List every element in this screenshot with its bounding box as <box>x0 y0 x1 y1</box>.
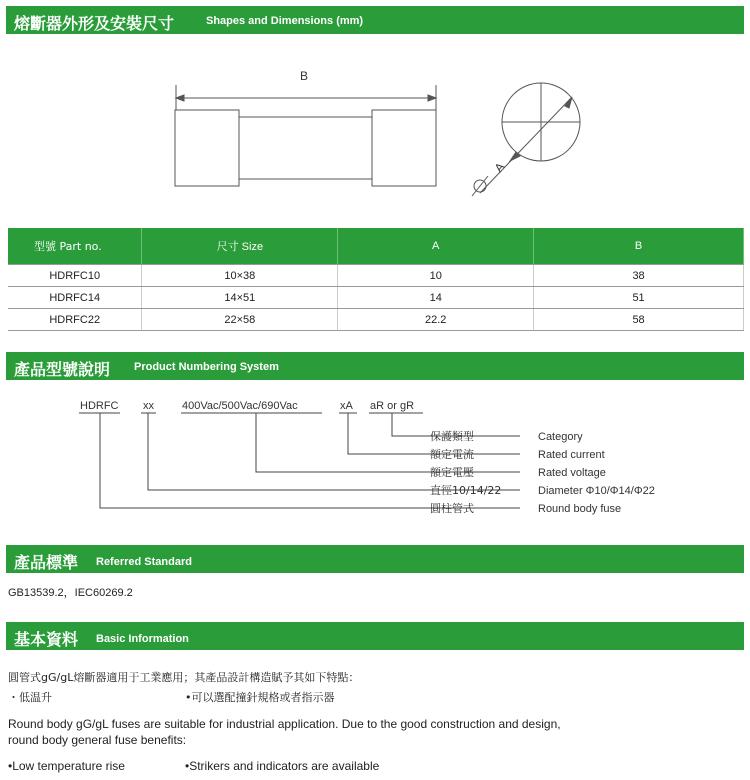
cell-size: 22×58 <box>142 309 338 331</box>
cell-a: 14 <box>338 287 534 309</box>
cell-part-no: HDRFC14 <box>8 287 142 309</box>
table-row <box>8 265 744 287</box>
item-en-voltage: Rated voltage <box>538 467 606 479</box>
cell-b: 58 <box>534 309 744 331</box>
section-header-numbering <box>6 352 744 380</box>
basic-zh-bullet-1: ・低温升 <box>8 691 52 704</box>
dimension-label-b: B <box>300 69 309 83</box>
item-zh-current: 額定電流 <box>430 448 474 461</box>
cell-size: 14×51 <box>142 287 338 309</box>
basic-en-intro-line2: round body general fuse benefits: <box>8 733 187 747</box>
section-title-zh: 基本資料 <box>14 630 79 649</box>
item-en-current: Rated current <box>538 449 605 461</box>
dimensions-table <box>8 228 744 331</box>
table-row <box>8 309 744 331</box>
basic-en-bullet-1: •Low temperature rise <box>8 759 125 773</box>
basic-zh-bullet-2: •可以選配撞針規格或者指示器 <box>185 691 335 704</box>
fuse-dimension-drawing <box>0 40 750 220</box>
standard-text: GB13539.2，IEC60269.2 <box>8 587 133 599</box>
table-header-row <box>8 228 744 265</box>
section-title-zh: 熔斷器外形及安裝尺寸 <box>14 14 175 33</box>
table-row <box>8 287 744 309</box>
header-part-no: 型號 Part no. <box>8 228 142 265</box>
section-title-en: Shapes and Dimensions (mm) <box>206 15 364 27</box>
numbering-diagram <box>0 395 750 525</box>
code-hdrfc: HDRFC <box>80 400 119 412</box>
item-zh-voltage: 額定電壓 <box>430 466 474 479</box>
cell-size: 10×38 <box>142 265 338 287</box>
header-size: 尺寸 Size <box>142 228 338 265</box>
cell-b: 38 <box>534 265 744 287</box>
section-title-en: Basic Information <box>96 633 189 645</box>
cell-a: 10 <box>338 265 534 287</box>
section-title-en: Product Numbering System <box>134 361 279 373</box>
item-zh-body: 圓柱管式 <box>430 502 474 515</box>
cell-part-no: HDRFC10 <box>8 265 142 287</box>
section-header-basic <box>6 622 744 650</box>
code-diameter: xx <box>143 400 154 412</box>
code-voltage: 400Vac/500Vac/690Vac <box>182 400 298 412</box>
item-en-category: Category <box>538 431 583 443</box>
section-title-zh: 產品標準 <box>14 553 79 572</box>
basic-en-intro-line1: Round body gG/gL fuses are suitable for industrial application. Due to the good construction and design, <box>8 717 561 731</box>
cell-part-no: HDRFC22 <box>8 309 142 331</box>
section-header-standard <box>6 545 744 573</box>
item-zh-category: 保護類型 <box>430 430 474 443</box>
cell-b: 51 <box>534 287 744 309</box>
section-header-shapes <box>6 6 744 34</box>
section-title-zh: 產品型號說明 <box>14 360 111 379</box>
code-category: aR or gR <box>370 400 415 412</box>
basic-en-bullet-2: •Strikers and indicators are available <box>185 759 380 773</box>
code-current: xA <box>340 400 353 412</box>
header-b: B <box>534 228 744 265</box>
dimension-label-a: A <box>491 159 508 175</box>
basic-zh-intro: 圓管式gG/gL熔斷器適用于工業應用；其產品設計構造賦予其如下特點： <box>8 671 360 684</box>
item-en-diameter: Diameter Φ10/Φ14/Φ22 <box>538 485 655 497</box>
item-zh-diameter: 直徑10/14/22 <box>430 484 502 497</box>
header-a: A <box>338 228 534 265</box>
item-en-body: Round body fuse <box>538 503 622 515</box>
cell-a: 22.2 <box>338 309 534 331</box>
section-title-en: Referred Standard <box>96 556 192 568</box>
